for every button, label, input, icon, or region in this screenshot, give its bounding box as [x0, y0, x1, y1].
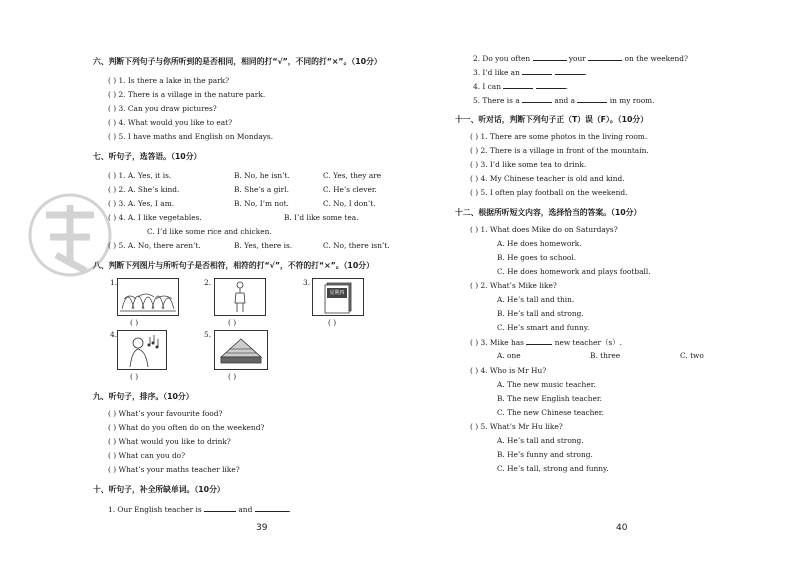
s11-item: ( ) 5. I often play football on the weekend.: [470, 188, 628, 197]
answer-paren: ( ): [328, 318, 337, 327]
section-12-title: 十二、根据所听短文内容，选择恰当的答案。（10分）: [455, 208, 642, 217]
pic-number: 5.: [204, 330, 212, 339]
s12-q2-a: A. He’s tall and thin.: [497, 295, 575, 304]
s11-item: ( ) 2. There is a village in front of the mountain.: [470, 146, 649, 155]
pic-number: 4.: [110, 330, 118, 339]
s7-q3-b: B. No, I’m not.: [234, 199, 289, 208]
s12-q1: ( ) 1. What does Mike do on Saturdays?: [470, 225, 618, 234]
s12-q1-c: C. He does homework and plays football.: [497, 267, 651, 276]
s12-q5-c: C. He’s tall, strong and funny.: [497, 464, 609, 473]
s10-q5: 5. There is a and a in my room.: [473, 96, 655, 105]
s7-q2: ( ) 2. A. She’s kind.: [108, 185, 180, 194]
section-11-title: 十一、听对话，判断下列句子正（T）误（F）。（10分）: [455, 115, 649, 124]
s7-q3: ( ) 3. A. Yes, I am.: [108, 199, 175, 208]
s7-q4: ( ) 4. A. I like vegetables.: [108, 213, 202, 222]
s9-item: ( ) What can you do?: [108, 451, 186, 460]
answer-paren: ( ): [130, 318, 139, 327]
s7-q3-c: C. No, I don’t.: [323, 199, 376, 208]
s11-item: ( ) 4. My Chinese teacher is old and kind.: [470, 174, 625, 183]
s6-item: ( ) 5. I have maths and English on Mondays.: [108, 132, 274, 141]
s12-q4: ( ) 4. Who is Mr Hu?: [470, 366, 547, 375]
s6-item: ( ) 2. There is a village in the nature park.: [108, 90, 266, 99]
seal-stamp: [26, 175, 114, 295]
s7-q5-c: C. No, there isn’t.: [323, 241, 390, 250]
s7-q1-b: B. No, he isn’t.: [234, 171, 290, 180]
s12-q5: ( ) 5. What’s Mr Hu like?: [470, 422, 563, 431]
s9-item: ( ) What would you like to drink?: [108, 437, 231, 446]
answer-paren: ( ): [228, 318, 237, 327]
s12-q4-a: A. The new music teacher.: [497, 380, 596, 389]
s12-q5-b: B. He’s funny and strong.: [497, 450, 593, 459]
s11-item: ( ) 3. I’d like some tea to drink.: [470, 160, 587, 169]
s9-item: ( ) What’s your maths teacher like?: [108, 465, 240, 474]
picture-calendar: [312, 278, 364, 316]
s11-item: ( ) 1. There are some photos in the living room.: [470, 132, 648, 141]
s6-item: ( ) 4. What would you like to eat?: [108, 118, 233, 127]
s12-q2-b: B. He’s tall and strong.: [497, 309, 584, 318]
s12-q3-a: A. one: [497, 351, 521, 360]
pic-number: 3.: [303, 278, 311, 287]
answer-paren: ( ): [130, 372, 139, 381]
s12-q2: ( ) 2. What’s Mike like?: [470, 281, 557, 290]
s7-q2-c: C. He’s clever.: [323, 185, 377, 194]
s7-q1: ( ) 1. A. Yes, it is.: [108, 171, 172, 180]
pic-number: 2.: [204, 278, 212, 287]
s12-q2-c: C. He’s smart and funny.: [497, 323, 590, 332]
s10-q1: 1. Our English teacher is and .: [108, 505, 292, 514]
picture-singing: [117, 330, 167, 370]
picture-girl: [214, 278, 266, 316]
page-number: 39: [256, 523, 268, 533]
s7-q5: ( ) 5. A. No, there aren’t.: [108, 241, 201, 250]
s7-q4-b: B. I’d like some tea.: [284, 213, 359, 222]
section-7-title: 七、听句子，选答语。（10分）: [93, 152, 202, 161]
picture-sandwich: [214, 330, 268, 370]
page-number: 40: [616, 523, 628, 533]
calendar-label: 星期四: [329, 290, 345, 296]
s10-q4: 4. I can .: [473, 82, 569, 91]
answer-paren: ( ): [228, 372, 237, 381]
s12-q3: ( ) 3. Mike has new teacher（s）.: [470, 338, 622, 347]
section-10-title: 十、听句子，补全所缺单词。（10分）: [93, 485, 225, 494]
s7-q1-c: C. Yes, they are: [323, 171, 382, 180]
s10-q2: 2. Do you often your on the weekend?: [473, 54, 688, 63]
s9-item: ( ) What’s your favourite food?: [108, 409, 223, 418]
s12-q3-c: C. two: [680, 351, 704, 360]
section-8-title: 八、判断下列图片与所听句子是否相符，相符的打“√”，不符的打“×”。（10分）: [93, 261, 374, 270]
s9-item: ( ) What do you often do on the weekend?: [108, 423, 265, 432]
s6-item: ( ) 3. Can you draw pictures?: [108, 104, 217, 113]
s12-q3-b: B. three: [590, 351, 621, 360]
s7-q5-b: B. Yes, there is.: [234, 241, 293, 250]
section-6-title: 六、判断下列句子与你所听到的是否相同，相同的打“√”，不同的打“×”。（10分）: [93, 57, 382, 66]
s6-item: ( ) 1. Is there a lake in the park?: [108, 76, 230, 85]
s12-q5-a: A. He’s tall and strong.: [497, 436, 584, 445]
picture-lake-park: [117, 278, 179, 316]
s7-q4-c: C. I’d like some rice and chicken.: [147, 227, 272, 236]
section-9-title: 九、听句子，排序。（10分）: [93, 392, 194, 401]
s12-q1-b: B. He goes to school.: [497, 253, 577, 262]
s12-q4-b: B. The new English teacher.: [497, 394, 602, 403]
s7-q2-b: B. She’s a girl.: [234, 185, 289, 194]
s10-q3: 3. I’d like an .: [473, 68, 587, 77]
pic-number: 1.: [110, 278, 118, 287]
s12-q1-a: A. He does homework.: [497, 239, 582, 248]
s12-q4-c: C. The new Chinese teacher.: [497, 408, 604, 417]
